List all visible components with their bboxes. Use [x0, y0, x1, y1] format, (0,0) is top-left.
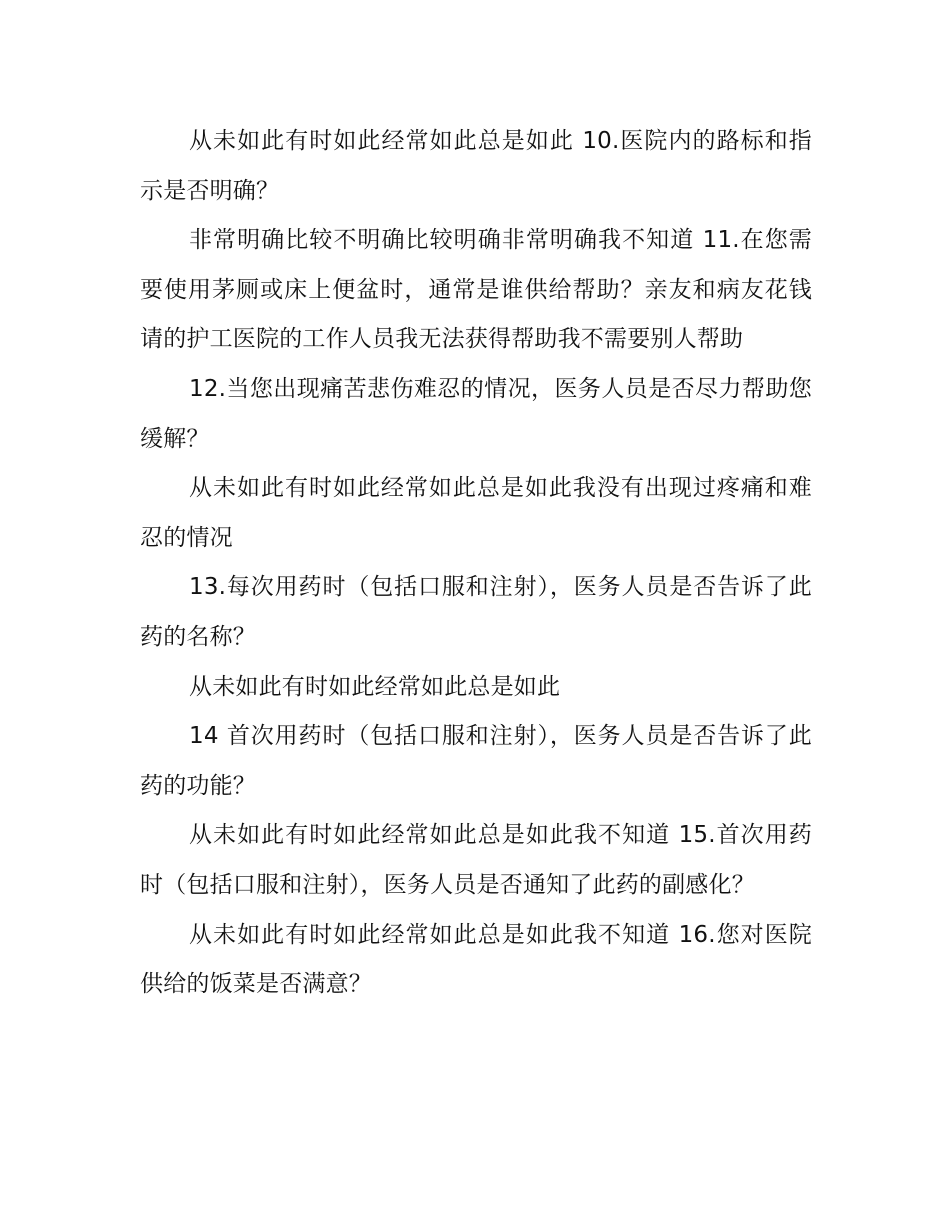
paragraph-q14: 14 首次用药时（包括口服和注射），医务人员是否告诉了此药的功能？ [140, 723, 812, 799]
paragraph-q12-answers: 从未如此有时如此经常如此总是如此我没有出现过疼痛和难忍的情况 [140, 475, 812, 551]
paragraph-q13: 13.每次用药时（包括口服和注射），医务人员是否告诉了此药的名称？ [140, 574, 812, 650]
paragraph-q12: 12.当您出现痛苦悲伤难忍的情况，医务人员是否尽力帮助您缓解？ [140, 375, 812, 452]
paragraph-q13-answers: 从未如此有时如此经常如此总是如此 [189, 673, 561, 700]
paragraph-q10-answers: 从未如此有时如此经常如此总是如此 10.医院内的路标和指示是否明确？ [140, 128, 812, 204]
document-body [140, 117, 812, 1010]
paragraph-q16: 从未如此有时如此经常如此总是如此我不知道 16.您对医院供给的饭菜是否满意？ [140, 921, 812, 998]
paragraph-q11: 非常明确比较不明确比较明确非常明确我不知道 11.在您需要使用茅厕或床上便盆时，通常是谁供给帮助？亲友和病友花钱请的护工医院的工作人员我无法获得帮助我不需要别人帮助 [140, 227, 812, 353]
paragraph-q15: 从未如此有时如此经常如此总是如此我不知道 15.首次用药时（包括口服和注射），医务人员是否通知了此药的副感化？ [140, 822, 812, 898]
